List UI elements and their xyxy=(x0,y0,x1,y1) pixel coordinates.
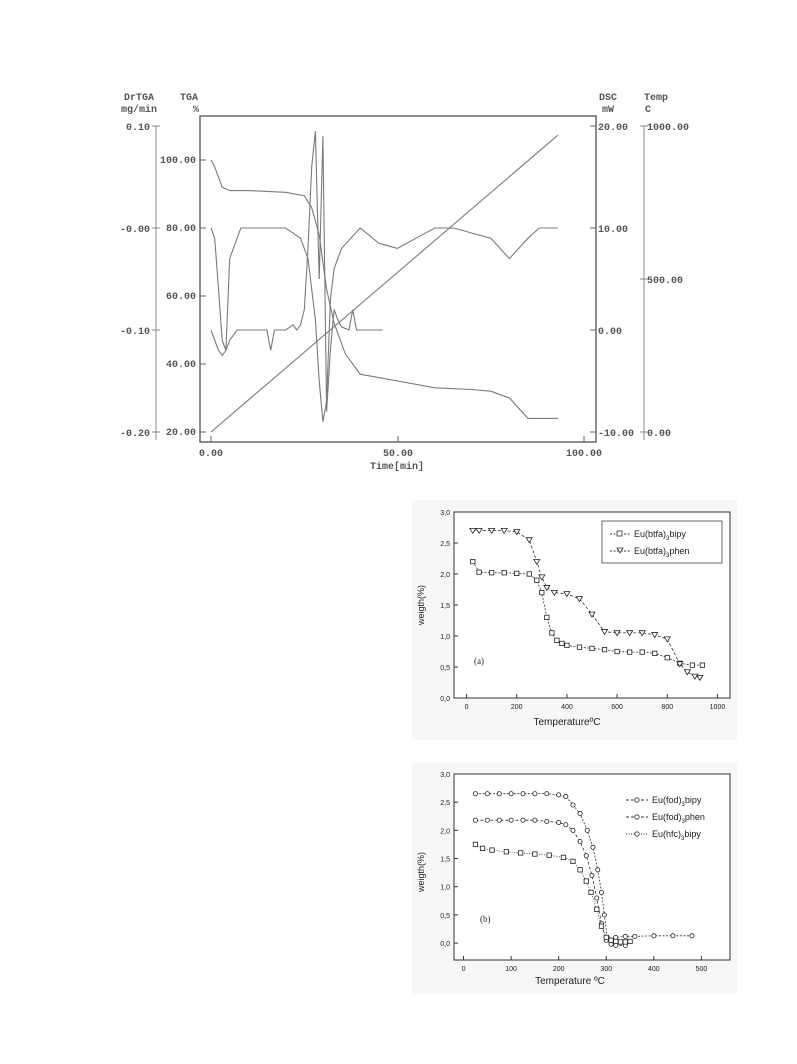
data-point xyxy=(545,615,549,619)
plot-frame xyxy=(200,116,596,442)
time-axis-label: Time[min] xyxy=(369,462,425,473)
panel-b-chart xyxy=(412,762,737,994)
data-point xyxy=(560,641,564,645)
dsc-tick: 0.00 xyxy=(598,327,623,338)
data-point xyxy=(623,934,627,938)
legend-label-btfa-phen: $Eu(btfa)_3phen$ xyxy=(634,546,690,559)
data-point xyxy=(584,854,588,858)
data-point xyxy=(521,792,525,796)
data-point xyxy=(561,855,565,859)
panel-b-x-label: Temperature ºC xyxy=(535,976,605,987)
legend-label-fod-bipy: $Eu(fod)_3bipy$ xyxy=(652,795,702,808)
data-point xyxy=(665,656,669,660)
dsc-tick: 10.00 xyxy=(598,225,629,236)
data-point xyxy=(618,940,622,944)
data-point xyxy=(565,643,569,647)
legend-label-fod-phen: $Eu(fod)_3phen$ xyxy=(652,812,705,825)
data-point xyxy=(485,818,489,822)
temp-tick: 500.00 xyxy=(647,276,684,287)
data-point xyxy=(604,935,608,939)
data-point xyxy=(533,852,537,856)
data-point xyxy=(589,890,593,894)
panel-a-chart xyxy=(412,500,737,740)
dsc-tick: -10.00 xyxy=(598,429,635,440)
data-point xyxy=(564,794,568,798)
data-point xyxy=(473,842,477,846)
tga-tick: 20.00 xyxy=(165,428,196,439)
data-point xyxy=(473,818,477,822)
drtga-axis-name: DrTGA xyxy=(123,93,155,104)
tga-ticks xyxy=(160,156,206,439)
data-point xyxy=(628,939,632,943)
data-point xyxy=(599,924,603,928)
data-point xyxy=(595,907,599,911)
data-point xyxy=(571,828,575,832)
data-point xyxy=(550,631,554,635)
tga-tick: 60.00 xyxy=(165,292,196,303)
x-tick-label: 200 xyxy=(510,704,523,711)
time-tick: 0.00 xyxy=(198,449,224,460)
data-point xyxy=(599,890,603,894)
data-point xyxy=(555,638,559,642)
data-point xyxy=(571,803,575,807)
dsc-axis-name: DSC xyxy=(598,93,618,104)
circle-marker-icon xyxy=(635,832,639,836)
panel-a-label: (a) xyxy=(474,656,484,666)
panel-b-legend xyxy=(626,795,705,842)
y-tick-label: 0,0 xyxy=(440,696,450,703)
x-tick-label: 0 xyxy=(464,704,469,711)
drtga-tick: 0.10 xyxy=(125,123,150,134)
series-temp-line xyxy=(211,135,558,432)
data-point xyxy=(595,896,599,900)
temp-axis-name: Temp xyxy=(643,93,669,104)
x-tick-label: 500 xyxy=(695,966,708,973)
data-point xyxy=(690,663,694,667)
y-tick-label: 2,0 xyxy=(440,828,450,836)
data-point xyxy=(571,859,575,863)
y-tick-label: 1,0 xyxy=(440,884,450,892)
tga-tick: 100.00 xyxy=(159,156,196,167)
y-tick-label: 2,0 xyxy=(440,572,450,579)
data-point xyxy=(504,850,508,854)
data-point xyxy=(521,818,525,822)
x-tick-label: 100 xyxy=(505,966,517,973)
x-tick-label: 300 xyxy=(600,966,613,973)
time-tick: 100.00 xyxy=(565,449,603,460)
temp-axis-unit: C xyxy=(644,105,652,116)
time-ticks xyxy=(199,436,602,460)
y-tick-label: 3,0 xyxy=(440,510,450,517)
data-point xyxy=(535,578,539,582)
panel-a-y-label: weigth(%) xyxy=(416,584,426,626)
data-point xyxy=(497,792,501,796)
data-point xyxy=(477,570,481,574)
data-point xyxy=(653,651,657,655)
data-point xyxy=(633,934,637,938)
data-point xyxy=(652,934,656,938)
data-point xyxy=(640,650,644,654)
y-tick-label: 1,0 xyxy=(440,634,450,641)
data-point xyxy=(590,646,594,650)
y-tick-label: 1,5 xyxy=(440,603,450,610)
data-point xyxy=(578,868,582,872)
tga-axis-name: TGA xyxy=(179,93,199,104)
data-point xyxy=(533,818,537,822)
data-point xyxy=(590,873,594,877)
drtga-tick: -0.10 xyxy=(119,327,150,338)
y-tick-label: 0,5 xyxy=(440,665,450,672)
data-point xyxy=(509,792,513,796)
temp-tick: 0.00 xyxy=(647,429,672,440)
y-tick-label: 0,0 xyxy=(440,941,450,949)
temp-tick: 1000.00 xyxy=(647,123,690,134)
dsc-ticks xyxy=(590,123,634,440)
data-point xyxy=(557,793,561,797)
circle-marker-icon xyxy=(635,815,639,819)
x-tick-label: 0 xyxy=(461,966,466,973)
thermal-analysis-chart xyxy=(0,0,797,480)
dsc-axis-unit: mW xyxy=(601,105,615,116)
data-point xyxy=(578,811,582,815)
y-tick-label: 0,5 xyxy=(440,912,450,920)
data-point xyxy=(615,649,619,653)
data-point xyxy=(602,647,606,651)
x-tick-label: 400 xyxy=(648,966,660,973)
panel-b-y-label: weigth(%) xyxy=(416,851,426,893)
data-point xyxy=(533,792,537,796)
data-point xyxy=(557,820,561,824)
panel-a-x-label: TemperatureºC xyxy=(533,717,601,728)
data-point xyxy=(591,845,595,849)
x-tick-label: 1000 xyxy=(709,704,726,711)
data-point xyxy=(671,934,675,938)
legend-label-hfc-bipy: $Eu(hfc)_3bipy$ xyxy=(652,829,701,842)
series-tga-line xyxy=(211,160,558,418)
data-point xyxy=(584,879,588,883)
temp-ticks xyxy=(640,123,689,440)
data-point xyxy=(518,851,522,855)
data-point xyxy=(700,663,704,667)
x-tick-label: 200 xyxy=(552,966,565,973)
drtga-tick: -0.20 xyxy=(119,429,150,440)
y-tick-label: 3,0 xyxy=(440,772,450,779)
x-tick-label: 800 xyxy=(661,704,674,711)
data-point xyxy=(502,571,506,575)
data-point xyxy=(545,819,549,823)
panel-a-legend xyxy=(602,521,722,563)
y-tick-label: 1,5 xyxy=(440,856,450,864)
data-point xyxy=(585,828,589,832)
data-point xyxy=(577,645,581,649)
data-point xyxy=(602,913,606,917)
time-tick: 50.00 xyxy=(382,449,414,460)
data-point xyxy=(509,818,513,822)
x-tick-label: 600 xyxy=(611,704,623,711)
y-tick-label: 2,5 xyxy=(440,541,450,548)
panel-b-label: (b) xyxy=(480,914,491,924)
data-point xyxy=(578,840,582,844)
x-tick-label: 400 xyxy=(561,704,573,711)
circle-marker-icon xyxy=(635,798,639,802)
dsc-tick: 20.00 xyxy=(598,123,629,134)
data-point xyxy=(489,571,493,575)
data-point xyxy=(547,853,551,857)
drtga-tick: -0.00 xyxy=(119,225,150,236)
panel-a-legend-box xyxy=(602,521,722,563)
data-point xyxy=(545,792,549,796)
series-drtga-line xyxy=(211,228,558,422)
data-point xyxy=(627,650,631,654)
data-point xyxy=(480,846,484,850)
data-point xyxy=(497,818,501,822)
drtga-ticks xyxy=(120,123,160,440)
data-point xyxy=(490,848,494,852)
data-point xyxy=(690,934,694,938)
data-point xyxy=(596,868,600,872)
data-point xyxy=(515,571,519,575)
data-point xyxy=(623,940,627,944)
thermal-series-group xyxy=(211,131,558,432)
tga-axis-unit: % xyxy=(192,105,200,116)
data-point xyxy=(473,792,477,796)
data-point xyxy=(564,823,568,827)
data-point xyxy=(614,939,618,943)
drtga-axis-unit: mg/min xyxy=(120,105,158,116)
data-point xyxy=(609,938,613,942)
y-tick-label: 2,5 xyxy=(440,800,450,808)
data-point xyxy=(485,792,489,796)
data-point xyxy=(540,590,544,594)
tga-tick: 40.00 xyxy=(165,360,196,371)
legend-label-btfa-bipy: $Eu(btfa)_3bipy$ xyxy=(634,529,686,542)
square-marker-icon xyxy=(617,531,622,536)
data-point xyxy=(527,572,531,576)
data-point xyxy=(471,559,475,563)
tga-tick: 80.00 xyxy=(165,224,196,235)
